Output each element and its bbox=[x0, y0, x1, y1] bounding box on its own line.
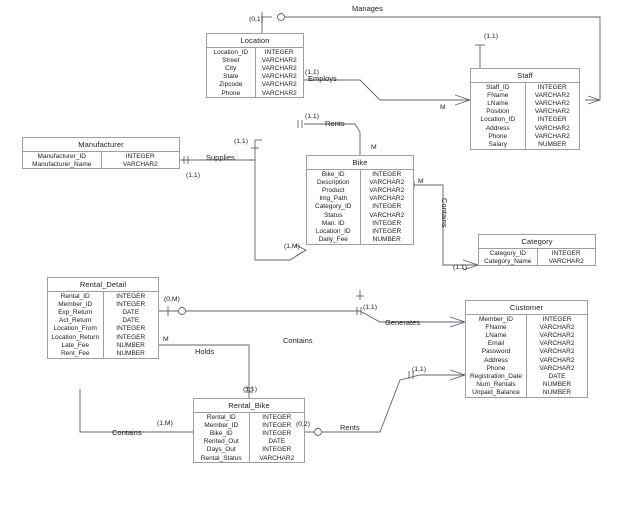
table-row bbox=[466, 356, 587, 364]
attribute-table bbox=[194, 413, 304, 462]
cardinality-label: M bbox=[163, 336, 169, 343]
table-row bbox=[307, 227, 413, 235]
attr-name: Rental_ID bbox=[194, 413, 249, 421]
attr-type: VARCHAR2 bbox=[261, 89, 297, 97]
table-row bbox=[466, 331, 587, 339]
table-row bbox=[23, 160, 179, 168]
table-row bbox=[466, 340, 587, 348]
entity-title: Rental_Detail bbox=[48, 278, 158, 292]
attr-name: Zipcode bbox=[207, 81, 255, 89]
attr-name: Category_ID bbox=[479, 249, 537, 257]
attribute-table bbox=[479, 249, 595, 265]
cardinality-label: (1,M) bbox=[157, 420, 173, 427]
table-row bbox=[307, 219, 413, 227]
attr-type: VARCHAR2 bbox=[534, 99, 570, 107]
relationship-label-rents-top: Rents bbox=[325, 119, 345, 128]
cardinality-label: (1,1) bbox=[305, 69, 319, 76]
attr-type: VARCHAR2 bbox=[539, 356, 575, 364]
attr-name: Registration_Date bbox=[466, 372, 527, 380]
entity-manufacturer[interactable] bbox=[22, 137, 180, 169]
cardinality-label: (0,1) bbox=[249, 16, 263, 23]
table-row bbox=[23, 152, 179, 160]
table-row bbox=[471, 108, 579, 116]
table-row bbox=[466, 364, 587, 372]
attr-type: VARCHAR2 bbox=[534, 124, 570, 132]
cardinality-label: (1,1) bbox=[243, 386, 257, 393]
attr-name: Manufacturer_ID bbox=[23, 152, 101, 160]
attr-name: Days_Out bbox=[194, 446, 249, 454]
attr-name: Member_ID bbox=[194, 421, 249, 429]
attr-type: INTEGER bbox=[542, 315, 572, 323]
cardinality-label: M bbox=[371, 144, 377, 151]
attr-name: LName bbox=[466, 331, 527, 339]
table-row bbox=[207, 89, 303, 97]
table-row bbox=[307, 203, 413, 211]
attr-name: Salary bbox=[471, 140, 525, 148]
attr-name: Manufacturer_Name bbox=[23, 160, 101, 168]
attr-name: Phone bbox=[466, 364, 527, 372]
relationship-label-supplies: Supplies bbox=[206, 153, 235, 162]
attr-name: Staff_ID bbox=[471, 83, 525, 91]
attr-name: Rented_Out bbox=[194, 438, 249, 446]
attr-type: INTEGER bbox=[372, 203, 402, 211]
relationship-label-generates: Generates bbox=[385, 318, 421, 327]
table-row bbox=[194, 421, 304, 429]
entity-title: Location bbox=[207, 34, 303, 48]
table-row bbox=[194, 454, 304, 462]
table-row bbox=[471, 140, 579, 148]
attribute-table bbox=[307, 170, 413, 244]
relationship-label-contains-category: Contains bbox=[440, 198, 449, 228]
attribute-table bbox=[48, 292, 158, 358]
entity-title: Staff bbox=[471, 69, 579, 83]
entity-rental-bike[interactable] bbox=[193, 398, 305, 463]
attr-name: Unpaid_Balance bbox=[466, 389, 527, 397]
attr-type: INTEGER bbox=[116, 292, 146, 300]
attr-type: INTEGER bbox=[116, 325, 146, 333]
table-row bbox=[207, 56, 303, 64]
entity-customer[interactable] bbox=[465, 300, 588, 398]
cardinality-label: (0,2) bbox=[296, 421, 310, 428]
attr-name: Num_Rentals bbox=[466, 381, 527, 389]
attr-name: LName bbox=[471, 99, 525, 107]
attr-type: INTEGER bbox=[372, 170, 402, 178]
attr-name: Description bbox=[307, 178, 360, 186]
table-row bbox=[471, 116, 579, 124]
attr-name: Address bbox=[466, 356, 527, 364]
attr-type: VARCHAR2 bbox=[539, 331, 575, 339]
entity-staff[interactable] bbox=[470, 68, 580, 150]
attr-name: Location_ID bbox=[307, 227, 360, 235]
attr-type: NUMBER bbox=[372, 236, 401, 244]
table-row bbox=[48, 333, 158, 341]
attr-type: VARCHAR2 bbox=[369, 178, 405, 186]
cardinality-label: (1,1) bbox=[186, 172, 200, 179]
attr-type: NUMBER bbox=[116, 341, 145, 349]
table-row bbox=[194, 438, 304, 446]
attr-name: Location_Return bbox=[48, 333, 103, 341]
cardinality-label: (1,M) bbox=[284, 243, 300, 250]
attr-name: Status bbox=[307, 211, 360, 219]
attr-type: NUMBER bbox=[542, 381, 572, 389]
attr-name: Late_Fee bbox=[48, 341, 103, 349]
entity-location[interactable] bbox=[206, 33, 304, 98]
table-row bbox=[479, 257, 595, 265]
attr-type: NUMBER bbox=[542, 389, 572, 397]
table-row bbox=[307, 178, 413, 186]
table-row bbox=[466, 372, 587, 380]
relationship-label-holds: Holds bbox=[195, 347, 215, 356]
attr-name: Email bbox=[466, 340, 527, 348]
cardinality-label: (1,1) bbox=[305, 113, 319, 120]
attr-type: DATE bbox=[548, 372, 566, 380]
table-row bbox=[471, 132, 579, 140]
table-row bbox=[471, 99, 579, 107]
table-row bbox=[48, 325, 158, 333]
attr-name: Phone bbox=[207, 89, 255, 97]
attr-type: VARCHAR2 bbox=[539, 340, 575, 348]
cardinality-label: (1,1) bbox=[363, 304, 377, 311]
attr-type: VARCHAR2 bbox=[369, 186, 405, 194]
attr-type: INTEGER bbox=[262, 413, 292, 421]
table-row bbox=[471, 91, 579, 99]
table-row bbox=[194, 429, 304, 437]
attr-type: VARCHAR2 bbox=[534, 132, 570, 140]
table-row bbox=[307, 211, 413, 219]
table-row bbox=[466, 381, 587, 389]
attr-type: INTEGER bbox=[372, 227, 402, 235]
table-row bbox=[207, 64, 303, 72]
table-row bbox=[471, 124, 579, 132]
table-row bbox=[471, 83, 579, 91]
cardinality-label: (1,1) bbox=[484, 33, 498, 40]
attr-type: INTEGER bbox=[262, 429, 292, 437]
cardinality-label: (1,1) bbox=[412, 366, 426, 373]
entity-title: Customer bbox=[466, 301, 587, 315]
entity-title: Category bbox=[479, 235, 595, 249]
attr-type: NUMBER bbox=[116, 349, 145, 357]
table-row bbox=[466, 323, 587, 331]
entity-category[interactable] bbox=[478, 234, 596, 266]
attribute-table bbox=[466, 315, 587, 397]
attr-type: VARCHAR2 bbox=[534, 91, 570, 99]
entity-rental-detail[interactable] bbox=[47, 277, 159, 359]
table-row bbox=[48, 308, 158, 316]
attr-name: Category_Name bbox=[479, 257, 537, 265]
attr-type: INTEGER bbox=[262, 446, 292, 454]
attribute-table bbox=[471, 83, 579, 149]
cardinality-label: (1,1) bbox=[234, 138, 248, 145]
attr-type: INTEGER bbox=[537, 83, 567, 91]
table-row bbox=[207, 73, 303, 81]
relationship-label-contains-lower: Contains bbox=[112, 428, 142, 437]
attr-name: Rental_ID bbox=[48, 292, 103, 300]
attr-name: Member_ID bbox=[466, 315, 527, 323]
attr-name: Bike_ID bbox=[194, 429, 249, 437]
attr-type: VARCHAR2 bbox=[539, 348, 575, 356]
attr-name: State bbox=[207, 73, 255, 81]
table-row bbox=[479, 249, 595, 257]
attr-name: City bbox=[207, 64, 255, 72]
attr-name: FName bbox=[466, 323, 527, 331]
relationship-label-employs: Employs bbox=[308, 74, 337, 83]
attr-type: VARCHAR2 bbox=[369, 211, 405, 219]
table-row bbox=[466, 348, 587, 356]
attr-type: VARCHAR2 bbox=[539, 323, 575, 331]
relationship-label-rents-lower: Rents bbox=[340, 423, 360, 432]
attr-type: NUMBER bbox=[538, 140, 567, 148]
attribute-table bbox=[23, 152, 179, 168]
attr-name: Product bbox=[307, 186, 360, 194]
table-row bbox=[194, 446, 304, 454]
attr-type: VARCHAR2 bbox=[261, 64, 297, 72]
attr-name: Phone bbox=[471, 132, 525, 140]
attr-name: Category_ID bbox=[307, 203, 360, 211]
attr-type: INTEGER bbox=[262, 421, 292, 429]
attr-name: Daily_Fee bbox=[307, 236, 360, 244]
entity-title: Bike bbox=[307, 156, 413, 170]
attr-type: VARCHAR2 bbox=[534, 108, 570, 116]
attr-type: VARCHAR2 bbox=[261, 81, 297, 89]
attr-type: VARCHAR2 bbox=[259, 454, 295, 462]
table-row bbox=[48, 300, 158, 308]
relationship-label-manages: Manages bbox=[352, 4, 383, 13]
entity-title: Rental_Bike bbox=[194, 399, 304, 413]
attr-type: INTEGER bbox=[537, 116, 567, 124]
attr-name: Bike_ID bbox=[307, 170, 360, 178]
attr-name: Location_From bbox=[48, 325, 103, 333]
attr-name: Member_ID bbox=[48, 300, 103, 308]
attr-type: INTEGER bbox=[372, 219, 402, 227]
table-row bbox=[207, 48, 303, 56]
cardinality-label: M bbox=[418, 178, 424, 185]
attr-name: Man. ID bbox=[307, 219, 360, 227]
table-row bbox=[48, 341, 158, 349]
attr-type: INTEGER bbox=[551, 249, 581, 257]
table-row bbox=[466, 315, 587, 323]
attr-type: VARCHAR2 bbox=[539, 364, 575, 372]
attr-name: Act_Return bbox=[48, 317, 103, 325]
cardinality-label: (1,1) bbox=[453, 264, 467, 271]
table-row bbox=[48, 292, 158, 300]
attr-name: Location_ID bbox=[471, 116, 525, 124]
attr-name: Rent_Fee bbox=[48, 349, 103, 357]
attr-name: Password bbox=[466, 348, 527, 356]
table-row bbox=[466, 389, 587, 397]
attr-type: INTEGER bbox=[116, 300, 146, 308]
attr-name: Img_Path bbox=[307, 195, 360, 203]
table-row bbox=[307, 236, 413, 244]
attr-type: INTEGER bbox=[125, 152, 155, 160]
attr-type: VARCHAR2 bbox=[261, 56, 297, 64]
attr-type: VARCHAR2 bbox=[369, 195, 405, 203]
attr-type: VARCHAR2 bbox=[122, 160, 158, 168]
attr-type: VARCHAR2 bbox=[548, 257, 584, 265]
cardinality-label: M bbox=[440, 104, 446, 111]
attr-name: Exp_Return bbox=[48, 308, 103, 316]
attr-type: VARCHAR2 bbox=[261, 73, 297, 81]
table-row bbox=[194, 413, 304, 421]
attr-type: DATE bbox=[268, 438, 286, 446]
attr-type: DATE bbox=[122, 317, 140, 325]
attr-name: Street bbox=[207, 56, 255, 64]
attr-name: Rental_Status bbox=[194, 454, 249, 462]
table-row bbox=[48, 349, 158, 357]
attr-name: Location_ID bbox=[207, 48, 255, 56]
entity-bike[interactable] bbox=[306, 155, 414, 245]
attr-type: INTEGER bbox=[116, 333, 146, 341]
attr-type: INTEGER bbox=[264, 48, 294, 56]
cardinality-label: (0,M) bbox=[164, 296, 180, 303]
attr-name: FName bbox=[471, 91, 525, 99]
attr-name: Address bbox=[471, 124, 525, 132]
attr-type: DATE bbox=[122, 308, 140, 316]
table-row bbox=[307, 195, 413, 203]
table-row bbox=[307, 170, 413, 178]
table-row bbox=[48, 317, 158, 325]
attr-name: Position bbox=[471, 108, 525, 116]
table-row bbox=[207, 81, 303, 89]
attribute-table bbox=[207, 48, 303, 97]
table-row bbox=[307, 186, 413, 194]
relationship-label-contains-middle: Contains bbox=[283, 336, 313, 345]
entity-title: Manufacturer bbox=[23, 138, 179, 152]
